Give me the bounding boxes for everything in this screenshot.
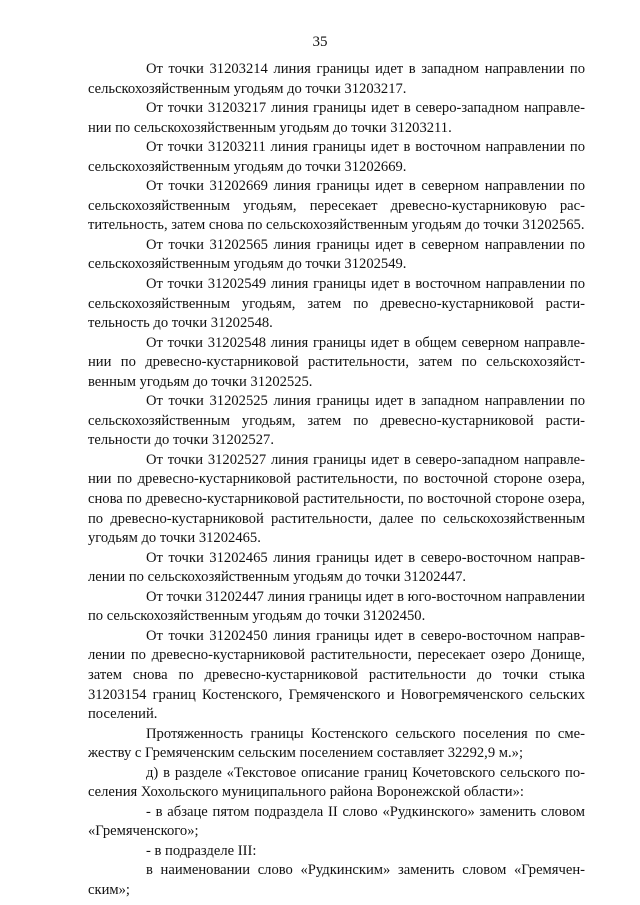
- paragraph-06: От точки 31202549 линия границы идет в восточном направлении по сельскохозяйственным угодьям, затем по древесно-кустарниковой растительность до точки 31202548.: [88, 276, 585, 332]
- paragraph-09: От точки 31202527 линия границы идет в северо-западном направлении по древесно-кустарниковой растительности, по восточной стороне озера, снова по древесно-кустарниковой растительности, по восточной стороне озера, по древесно-кустарниковой растительности, далее по сельскохозяйственным угодьям до точки 31202465.: [88, 451, 585, 547]
- paragraph-14: д) в разделе «Текстовое описание границ Кочетовского сельского поселения Хохольского муниципального района Воронежской области»:: [88, 764, 585, 801]
- paragraph-04: От точки 31202669 линия границы идет в северном направлении по сельскохозяйственным угодьям, пересекает древесно-кустарниковую растительность, затем снова по сельскохозяйственным угодьям до точки 31202565.: [88, 178, 585, 234]
- paragraph-10: От точки 31202465 линия границы идет в северо-восточном направлении по сельскохозяйственным угодьям до точки 31202447.: [88, 549, 585, 586]
- paragraph-07: От точки 31202548 линия границы идет в общем северном направлении по древесно-кустарниковой растительности, затем по сельскохозяйственным угодьям до точки 31202525.: [88, 334, 585, 390]
- paragraph-17: в наименовании слово «Рудкинским» заменить словом «Гремяченским»;: [88, 862, 585, 898]
- paragraph-12: От точки 31202450 линия границы идет в северо-восточном направлении по древесно-кустарниковой растительности, пересекает озеро Донище, затем снова по древесно-кустарниковой растительности до точки стыка 31203154 границ Костенского, Гремяченского и Новогремяченского сельских поселений.: [88, 627, 585, 723]
- paragraph-03: От точки 31203211 линия границы идет в восточном направлении по сельскохозяйственным угодьям до точки 31202669.: [88, 139, 585, 175]
- paragraph-01: От точки 31203214 линия границы идет в западном направлении по сельскохозяйственным угодьям до точки 31203217.: [88, 61, 585, 97]
- page-number: 35: [312, 34, 328, 50]
- paragraph-16: - в подразделе III:: [146, 842, 257, 859]
- paragraph-02: От точки 31203217 линия границы идет в северо-западном направлении по сельскохозяйственным угодьям до точки 31203211.: [88, 100, 585, 136]
- paragraph-13: Протяженность границы Костенского сельского поселения по смежеству с Гремяченским сельским поселением составляет 32292,9 м.»;: [88, 725, 585, 762]
- paragraph-05: От точки 31202565 линия границы идет в северном направлении по сельскохозяйственным угодьям до точки 31202549.: [88, 236, 585, 273]
- paragraph-11: От точки 31202447 линия границы идет в юго-восточном направлении по сельскохозяйственным угодьям до точки 31202450.: [88, 588, 585, 625]
- paragraph-08: От точки 31202525 линия границы идет в западном направлении по сельскохозяйственным угодьям, затем по древесно-кустарниковой растительности до точки 31202527.: [88, 393, 585, 449]
- paragraph-15: - в абзаце пятом подраздела II слово «Рудкинского» заменить словом «Гремяченского»;: [88, 803, 585, 840]
- document-body: [88, 60, 585, 901]
